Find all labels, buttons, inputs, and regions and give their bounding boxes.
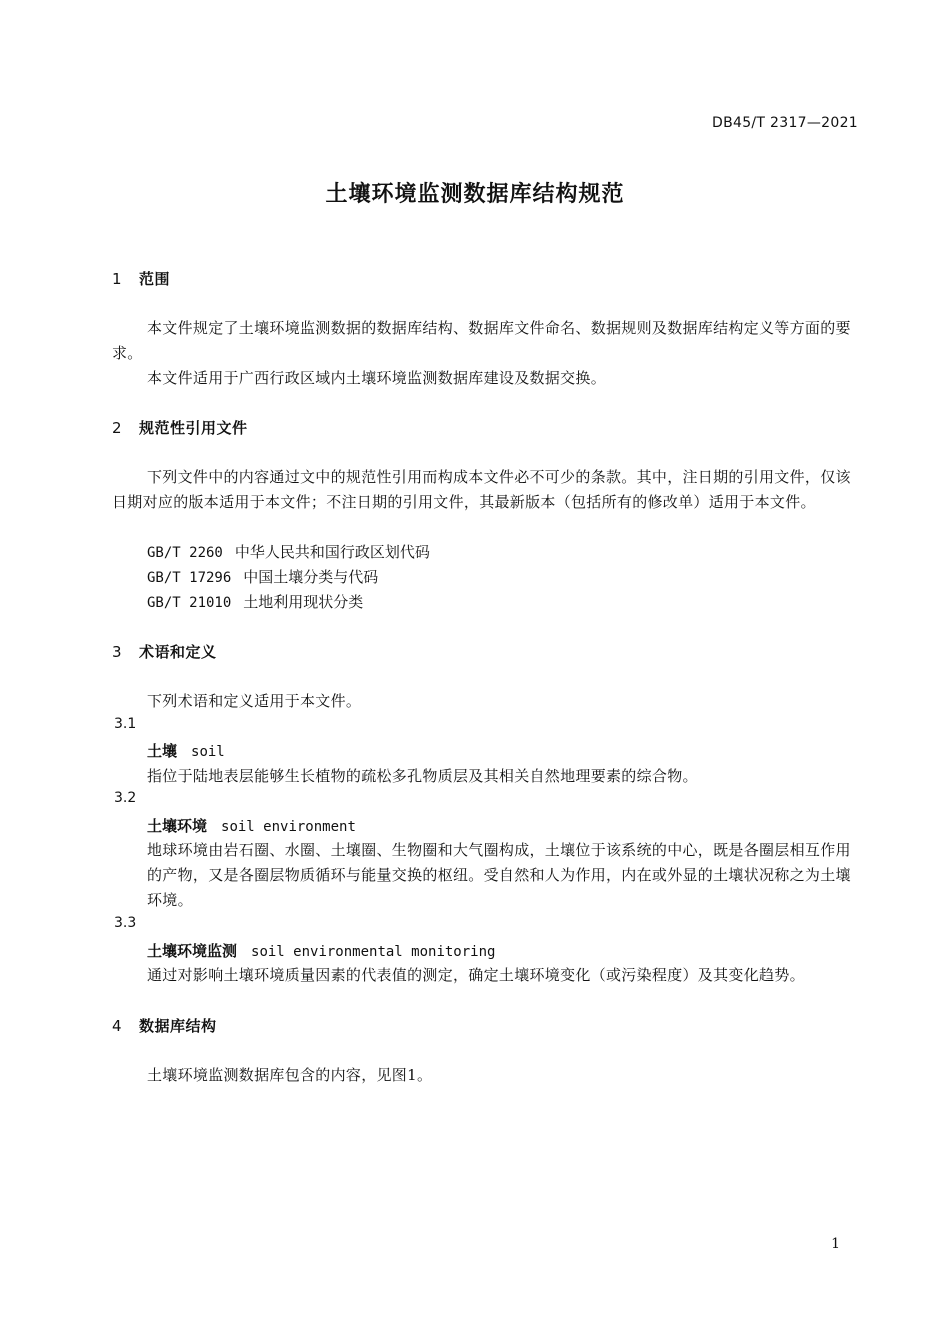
term-english: soil: [191, 744, 225, 760]
section-title: 范围: [139, 270, 171, 288]
term-entry: [147, 940, 495, 961]
section-2-heading: [112, 417, 248, 438]
term-chinese: 土壤: [147, 742, 178, 760]
section-2-paragraph-1: 下列文件中的内容通过文中的规范性引用而构成本文件必不可少的条款。其中，注日期的引用文件，仅该日期对应的版本适用于本文件；不注日期的引用文件，其最新版本（包括所有的修改单）适用于本文件。: [112, 468, 851, 511]
reference-code: GB/T 17296: [147, 570, 232, 586]
section-1-paragraph-1: 本文件规定了土壤环境监测数据的数据库结构、数据库文件命名、数据规则及数据库结构定义等方面的要求。: [112, 319, 851, 362]
term-definition: 地球环境由岩石圈、水圈、土壤圈、生物圈和大气圈构成，土壤位于该系统的中心，既是各圈层相互作用的产物，又是各圈层物质循环与能量交换的枢纽。受自然和人为作用，内在或外显的土壤状况称之为土壤环境。: [147, 841, 851, 909]
reference-title: 中华人民共和国行政区划代码: [234, 543, 430, 561]
section-3-heading: [112, 641, 217, 662]
document-number: DB45/T 2317—2021: [712, 115, 858, 131]
reference-code: GB/T 2260: [147, 545, 223, 561]
clause-number: 3.2: [114, 790, 137, 806]
section-title: 数据库结构: [139, 1017, 217, 1035]
section-title: 规范性引用文件: [139, 419, 248, 437]
normative-reference: [147, 540, 430, 566]
term-definition: 通过对影响土壤环境质量因素的代表值的测定，确定土壤环境变化（或污染程度）及其变化趋势。: [147, 966, 805, 984]
normative-reference: [147, 590, 363, 616]
term-english: soil environment: [221, 819, 356, 835]
term-english: soil environmental monitoring: [251, 944, 496, 960]
term-entry: [147, 740, 225, 761]
term-entry: [147, 815, 356, 836]
term-chinese: 土壤环境: [147, 817, 208, 835]
section-1-heading: [112, 268, 170, 289]
section-3-intro: 下列术语和定义适用于本文件。: [147, 692, 362, 710]
term-definition: 指位于陆地表层能够生长植物的疏松多孔物质层及其相关自然地理要素的综合物。: [147, 767, 698, 785]
reference-title: 中国土壤分类与代码: [243, 568, 379, 586]
section-number: 1: [112, 270, 123, 288]
page-number: 1: [831, 1236, 840, 1252]
page-title: 土壤环境监测数据库结构规范: [325, 182, 625, 207]
section-4-paragraph-1: 土壤环境监测数据库包含的内容，见图1。: [147, 1066, 433, 1084]
reference-title: 土地利用现状分类: [243, 593, 364, 611]
section-1-paragraph-2: 本文件适用于广西行政区域内土壤环境监测数据库建设及数据交换。: [147, 369, 607, 387]
section-4-heading: [112, 1015, 217, 1036]
term-chinese: 土壤环境监测: [147, 942, 238, 960]
section-number: 3: [112, 643, 123, 661]
section-title: 术语和定义: [139, 643, 217, 661]
clause-number: 3.3: [114, 915, 137, 931]
section-number: 2: [112, 419, 123, 437]
reference-code: GB/T 21010: [147, 595, 232, 611]
clause-number: 3.1: [114, 716, 137, 732]
normative-reference: [147, 565, 378, 591]
section-number: 4: [112, 1017, 123, 1035]
